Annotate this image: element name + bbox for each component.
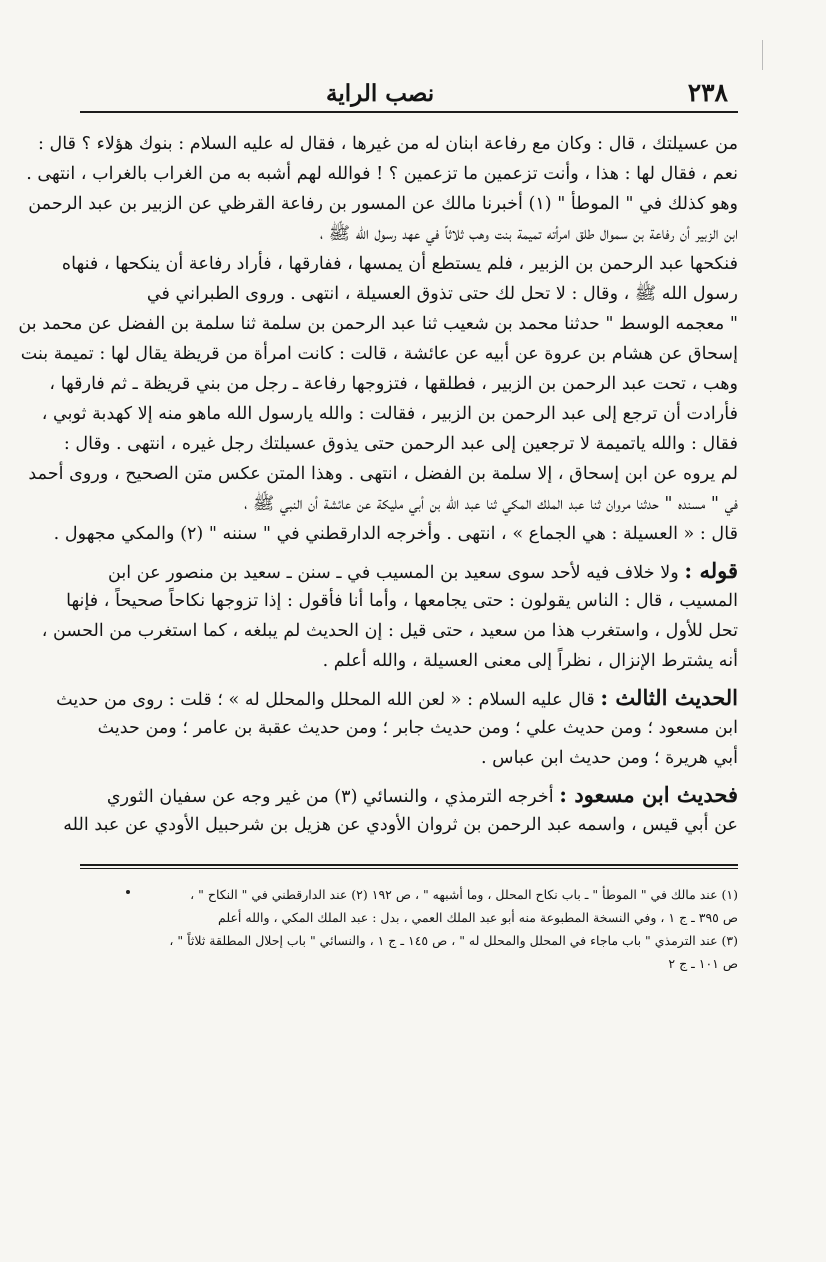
footnote-line: ص ١٠١ ـ ج ٢	[668, 956, 738, 971]
text-line: أنه يشترط الإنزال ، نظراً إلى معنى العسيلة ، والله أعلم .	[322, 651, 738, 671]
text-line: فقال : والله ياتميمة لا ترجعين إلى عبد الرحمن حتى يذوق عسيلتك رجل غيره ، انتهى . وقال :	[63, 434, 738, 454]
text-line: لم يروه عن ابن إسحاق ، إلا سلمة بن الفضل ، انتهى . وهذا المتن عكس متن الصحيح ، وروى أحمد	[28, 464, 738, 484]
paragraph-1	[18, 129, 738, 549]
page-header	[80, 78, 738, 113]
paragraph-2	[41, 556, 738, 676]
paragraph-3	[56, 683, 738, 773]
paragraph-lead: الحديث الثالث :	[600, 685, 738, 710]
footnote-line: ص ٣٩٥ ـ ج ١ ، وفي النسخة المطبوعة منه أبو عبد الملك العمي ، بدل : عبد الملك المكي ، والله أعلم	[218, 910, 738, 925]
text-line: قال : « العسيلة : هي الجماع » ، انتهى . وأخرجه الدارقطني في " سننه " (٢) والمكي مجهول .	[53, 524, 738, 544]
ink-speck	[126, 890, 130, 894]
footnote-line: (١) عند مالك في " الموطأ " ـ باب نكاح المحلل ، وما أشبهه " ، ص ١٩٢ (٢) عند الدارقطني في " النكاح " ،	[190, 887, 738, 902]
paragraph-4	[63, 780, 738, 840]
text-line: ولا خلاف فيه لأحد سوى سعيد بن المسيب في ـ سنن ـ سعيد بن منصور عن ابن	[107, 563, 679, 583]
text-line: وهب ، تحت عبد الرحمن بن الزبير ، فطلقها ، فتزوجها رفاعة ـ رجل من بني قريظة ـ ثم فارقها ،	[49, 374, 738, 394]
text-line: نعم ، فقال لها : هذا ، وأنت تزعمين ما تزعمين ؟ ! فوالله لهم أشبه به من الغراب بالغراب ، انتهى .	[26, 164, 738, 184]
text-line: وهو كذلك في " الموطأ " (١) أخبرنا مالك عن المسور بن رفاعة القرظي عن الزبير بن عبد الرحمن	[28, 194, 738, 214]
text-line: " معجمه الوسط " حدثنا محمد بن شعيب ثنا عبد الرحمن بن سلمة ثنا سلمة بن الفضل عن محمد بن	[18, 314, 738, 334]
text-line: إسحاق عن هشام بن عروة عن أبيه عن عائشة ، قالت : كانت امرأة من قريظة يقال لها : تميمة بنت	[20, 344, 738, 364]
main-text	[18, 129, 738, 840]
text-line: أبي هريرة ؛ ومن حديث ابن عباس .	[480, 748, 738, 768]
text-line: ابن الزبير أن رفاعة بن سموال طلق امرأته تميمة بنت وهب ثلاثاً في عهد رسول الله ﷺ ،	[319, 224, 738, 244]
text-line: أخرجه الترمذي ، والنسائي (٣) من غير وجه عن سفيان الثوري	[106, 787, 554, 807]
page-edge-mark	[762, 40, 763, 70]
paragraph-lead: قوله :	[684, 558, 738, 583]
text-line: عن أبي قيس ، واسمه عبد الرحمن بن ثروان الأودي عن هزيل بن شرحبيل الأودي عن عبد الله	[63, 815, 738, 835]
text-line: قال عليه السلام : « لعن الله المحلل والمحلل له » ؛ قلت : روى من حديث	[56, 690, 595, 710]
footnotes	[80, 883, 738, 975]
footnote-line: (٣) عند الترمذي " باب ماجاء في المحلل والمحلل له " ، ص ١٤٥ ـ ج ١ ، والنسائي " باب إحلال المطلقة ثلاثاً " ،	[169, 933, 738, 948]
text-line: فأرادت أن ترجع إلى عبد الرحمن بن الزبير ، فقالت : والله يارسول الله ماهو منه إلا كهدبة ثوبي ،	[41, 404, 738, 424]
paragraph-lead: فحديث ابن مسعود :	[559, 782, 738, 807]
footnote-divider	[80, 864, 738, 869]
text-line: رسول الله ﷺ ، وقال : لا تحل لك حتى تذوق العسيلة ، انتهى . وروى الطبراني في	[146, 284, 738, 304]
text-line: ابن مسعود ؛ ومن حديث علي ؛ ومن حديث جابر ؛ ومن حديث عقبة بن عامر ؛ ومن حديث	[97, 718, 738, 738]
page-number: ٢٣٨	[687, 78, 728, 107]
text-line: فنكحها عبد الرحمن بن الزبير ، فلم يستطع أن يمسها ، ففارقها ، فأراد رفاعة أن ينكحها ، فنهاه	[61, 254, 738, 274]
text-line: تحل للأول ، واستغرب هذا من سعيد ، حتى قيل : إن الحديث لم يبلغه ، كما استغرب من الحسن ،	[41, 621, 738, 641]
running-title: نصب الراية	[326, 80, 435, 107]
text-line: المسيب ، قال : الناس يقولون : حتى يجامعها ، وأما أنا فأقول : إذا تزوجها نكاحاً صحيحاً ، فإنها	[66, 591, 738, 611]
text-line: في " مسنده " حدثنا مروان ثنا عبد الملك المكي ثنا عبد الله بن أبي مليكة عن عائشة أن النبي ﷺ ،	[244, 494, 738, 514]
text-line: من عسيلتك ، قال : وكان مع رفاعة ابنان له من غيرها ، فقال له عليه السلام : بنوك هؤلاء ؟ قال :	[38, 134, 738, 154]
